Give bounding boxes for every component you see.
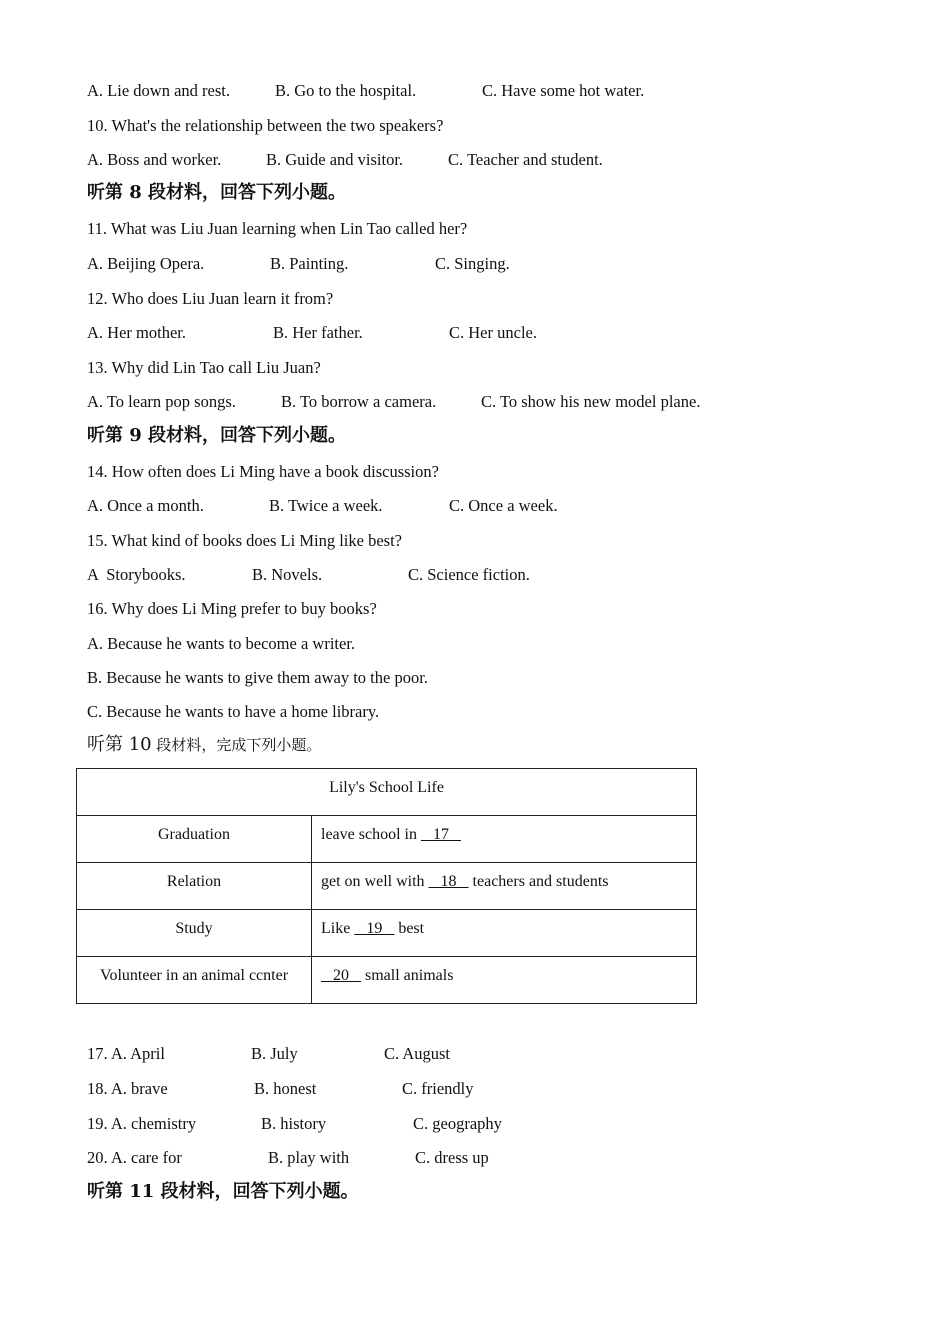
blank-17[interactable]: 17	[420, 826, 461, 843]
q16-option-c: C. Because he wants to have a home library.	[87, 702, 380, 721]
section-10-rest: 段材料，完成下列小题。	[151, 736, 322, 754]
q13-option-a: A. To learn pop songs.	[87, 392, 236, 411]
table-row-label: Study	[77, 910, 312, 957]
q13-question: 13. Why did Lin Tao call Liu Juan?	[87, 358, 321, 377]
q10-option-a: A. Boss and worker.	[87, 150, 222, 169]
q14-option-b: B. Twice a week.	[269, 496, 383, 515]
q9-option-a: A. Lie down and rest.	[87, 81, 230, 100]
q20-option-a: 20. A. care for	[87, 1148, 182, 1167]
table-row-value	[312, 957, 697, 1004]
q15-question: 15. What kind of books does Li Ming like best?	[87, 531, 402, 550]
table-row-value	[312, 816, 697, 863]
q11-option-c: C. Singing.	[435, 254, 510, 273]
table-row-label: Relation	[77, 863, 312, 910]
q18-option-c: C. friendly	[402, 1079, 474, 1098]
q9-option-b: B. Go to the hospital.	[275, 81, 417, 100]
section-10-heading	[87, 735, 321, 755]
table-row	[77, 816, 697, 863]
table-row	[77, 910, 697, 957]
q12-option-b: B. Her father.	[273, 323, 363, 342]
value-after: best	[394, 920, 425, 937]
q16-question: 16. Why does Li Ming prefer to buy books?	[87, 599, 377, 618]
value-before: get on well with	[321, 873, 429, 890]
table-row	[77, 863, 697, 910]
q12-option-a: A. Her mother.	[87, 323, 186, 342]
table-title: Lily's School Life	[77, 769, 697, 816]
q10-option-c: C. Teacher and student.	[448, 150, 603, 169]
q16-option-a: A. Because he wants to become a writer.	[87, 634, 356, 653]
q10-option-b: B. Guide and visitor.	[266, 150, 404, 169]
table-row-value	[312, 910, 697, 957]
q19-option-b: B. history	[261, 1114, 327, 1133]
q14-question: 14. How often does Li Ming have a book discussion?	[87, 462, 439, 481]
q11-question: 11. What was Liu Juan learning when Lin Tao called her?	[87, 219, 468, 238]
q20-option-b: B. play with	[268, 1148, 350, 1167]
section-9-heading: 听第 9 段材料，回答下列小题。	[87, 425, 347, 446]
blank-20[interactable]: 20	[321, 967, 361, 984]
q14-option-a: A. Once a month.	[87, 496, 204, 515]
section-8-heading: 听第 8 段材料，回答下列小题。	[87, 182, 347, 203]
q20-option-c: C. dress up	[415, 1148, 489, 1167]
school-life-table	[76, 768, 697, 1004]
section-10-prefix: 听第 10	[87, 734, 152, 755]
q18-option-b: B. honest	[254, 1079, 317, 1098]
q18-option-a: 18. A. brave	[87, 1079, 168, 1098]
q17-option-c: C. August	[384, 1044, 451, 1063]
value-after: small animals	[361, 967, 454, 984]
q15-option-b: B. Novels.	[252, 565, 323, 584]
q19-option-c: C. geography	[413, 1114, 502, 1133]
q11-option-b: B. Painting.	[270, 254, 349, 273]
q9-option-c: C. Have some hot water.	[482, 81, 645, 100]
table-row-label: Volunteer in an animal ccnter	[77, 957, 312, 1004]
table-row-label: Graduation	[77, 816, 312, 863]
q17-option-a: 17. A. April	[87, 1044, 165, 1063]
q16-option-b: B. Because he wants to give them away to the poor.	[87, 668, 428, 687]
q15-option-c: C. Science fiction.	[408, 565, 530, 584]
q10-question: 10. What's the relationship between the two speakers?	[87, 116, 444, 135]
value-after: teachers and students	[468, 873, 609, 890]
blank-18[interactable]: 18	[428, 873, 469, 890]
blank-19[interactable]: 19	[354, 920, 395, 937]
q13-option-c: C. To show his new model plane.	[481, 392, 701, 411]
value-before: Like	[321, 920, 355, 937]
q17-option-b: B. July	[251, 1044, 298, 1063]
table-row	[77, 957, 697, 1004]
table-row-value	[312, 863, 697, 910]
table-title-row	[77, 769, 697, 816]
q13-option-b: B. To borrow a camera.	[281, 392, 437, 411]
value-before: leave school in	[321, 826, 421, 843]
q15-option-a: A Storybooks.	[87, 565, 186, 584]
q12-option-c: C. Her uncle.	[449, 323, 537, 342]
q12-question: 12. Who does Liu Juan learn it from?	[87, 289, 334, 308]
section-11-heading: 听第 11 段材料，回答下列小题。	[87, 1181, 359, 1202]
q14-option-c: C. Once a week.	[449, 496, 558, 515]
q19-option-a: 19. A. chemistry	[87, 1114, 197, 1133]
q11-option-a: A. Beijing Opera.	[87, 254, 205, 273]
